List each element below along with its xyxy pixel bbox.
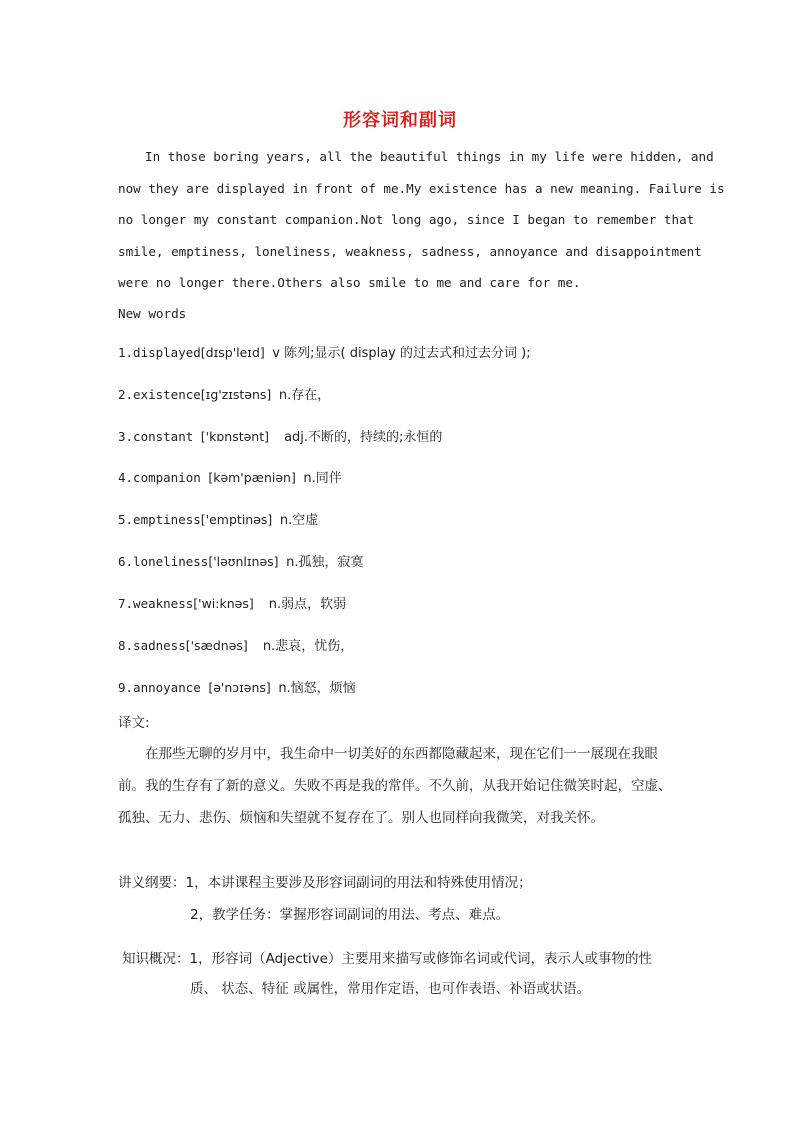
translation-heading: 译文: [118, 715, 150, 731]
translation-line: 孤独、无力、悲伤、烦恼和失望就不复存在了。别人也同样向我微笑，对我关怀。 [118, 810, 604, 826]
vocab-ipa: ['kɒnstənt] [200, 429, 270, 444]
vocab-word: 2.existence [118, 387, 201, 402]
vocab-word: 4.companion [118, 470, 201, 485]
vocab-item [118, 509, 318, 528]
vocab-ipa: ['emptinəs] [200, 512, 273, 527]
vocab-word: 8.sadness [118, 638, 186, 653]
overview-line: 质、 状态、特征 或属性，常用作定语，也可作表语、补语或状语。 [190, 981, 591, 997]
vocab-definition: adj.不断的，持续的;永恒的 [284, 430, 443, 445]
vocab-item [118, 635, 353, 654]
passage-line: In those boring years, all the beautiful things in my life were hidden, and [145, 149, 714, 164]
vocab-word: 7.weakness [118, 596, 194, 611]
outline-line: 讲义纲要：1，本讲课程主要涉及形容词副词的用法和特殊使用情况； [118, 875, 532, 891]
vocab-definition: n.弱点，软弱 [268, 597, 347, 612]
vocab-item [118, 426, 442, 445]
vocab-ipa: [dɪsp'leɪd] [200, 345, 265, 360]
vocab-item [118, 467, 342, 486]
vocab-definition: n.空虚 [279, 513, 319, 528]
overview-line: 知识概况：1，形容词（Adjective）主要用来描写或修饰名词或代词，表示人或事物的性 [122, 951, 652, 967]
vocab-ipa: [kəm'pæniən] [208, 470, 296, 485]
vocab-word: 9.annoyance [118, 680, 201, 695]
vocab-definition: n.存在， [278, 388, 331, 403]
translation-line: 前。我的生存有了新的意义。失败不再是我的常伴。不久前，从我开始记住微笑时起，空虚、 [118, 778, 672, 794]
vocab-word: 6.loneliness [118, 554, 209, 569]
translation-line: 在那些无聊的岁月中，我生命中一切美好的东西都隐藏起来，现在它们一一展现在我眼 [145, 746, 658, 762]
vocab-definition: n.孤独，寂寞 [286, 555, 364, 570]
new-words-heading: New words [118, 306, 187, 321]
vocab-word: 3.constant [118, 429, 194, 444]
vocab-definition: n.恼怒，烦恼 [278, 681, 356, 696]
vocab-definition: v 陈列;显示( display 的过去式和过去分词 ); [272, 346, 531, 361]
vocab-ipa: ['sædnəs] [185, 638, 248, 653]
vocab-ipa: ['wi:knəs] [193, 596, 254, 611]
passage-line: smile, emptiness, loneliness, weakness, sadness, annoyance and disappointment [118, 244, 702, 259]
vocab-item [118, 384, 330, 403]
vocab-word: 1.displayed [118, 345, 201, 360]
passage-line: now they are displayed in front of me.My existence has a new meaning. Failure is [118, 181, 725, 196]
vocab-item [118, 342, 531, 361]
vocab-item [118, 677, 356, 696]
vocab-ipa: [ə'nɔɪəns] [208, 680, 271, 695]
vocab-ipa: ['ləʊnlɪnəs] [208, 554, 279, 569]
vocab-item [118, 551, 363, 570]
vocab-item [118, 593, 346, 612]
vocab-definition: n.同伴 [303, 471, 342, 486]
passage-line: were no longer there.Others also smile to me and care for me. [118, 275, 581, 290]
outline-line: 2，教学任务：掌握形容词副词的用法、考点、难点。 [190, 907, 510, 923]
page-title: 形容词和副词 [343, 110, 457, 131]
vocab-ipa: [ɪg'zɪstəns] [200, 387, 272, 402]
vocab-word: 5.emptiness [118, 512, 201, 527]
vocab-definition: n.悲哀，忧伤， [262, 639, 354, 654]
passage-line: no longer my constant companion.Not long ago, since I began to remember that [118, 212, 695, 227]
